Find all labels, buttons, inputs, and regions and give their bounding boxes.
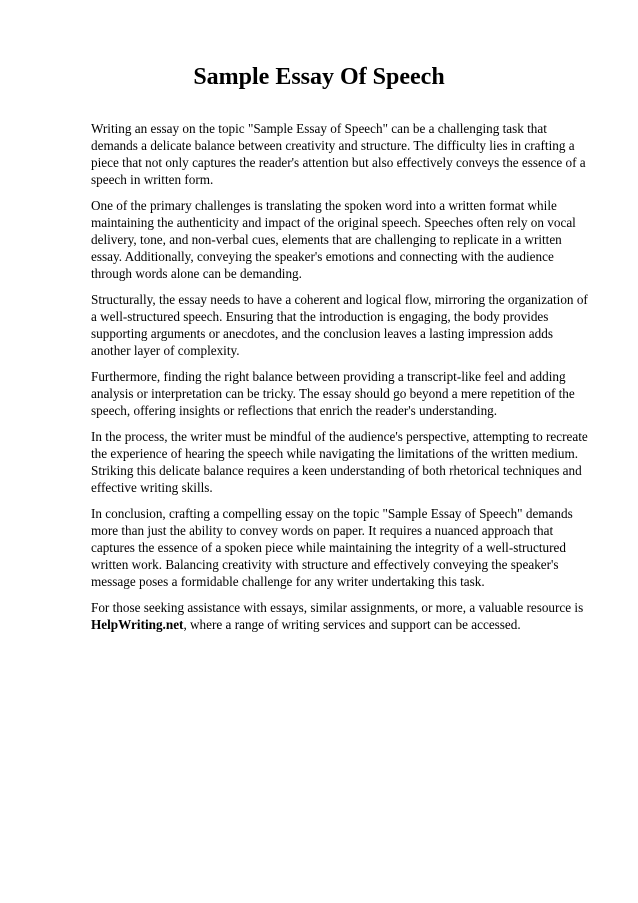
- closing-text-before: For those seeking assistance with essays, similar assignments, or more, a valuable resource is: [91, 599, 584, 615]
- essay-body: [91, 120, 591, 642]
- paragraph-5: In the process, the writer must be mindful of the audience's perspective, attempting to recreate the experience of hearing the speech while navigating the limitations of the written medium. Striking this delicate balance requires a keen understanding of both rhetorical techniques and effective writing skills.: [91, 428, 588, 496]
- paragraph-4: Furthermore, finding the right balance between providing a transcript-like feel and adding analysis or interpretation can be tricky. The essay should go beyond a mere repetition of the speech, offering insights or reflections that enrich the reader's understanding.: [91, 369, 575, 419]
- page-title: Sample Essay Of Speech: [193, 64, 445, 90]
- paragraph-6: In conclusion, crafting a compelling essay on the topic "Sample Essay of Speech" demands more than just the ability to convey words on paper. It requires a nuanced approach that captures the essence of a spoken piece while maintaining the integrity of a well-structured written work. Balancing creativity with structure and effectively conveying the speaker's message poses a formidable challenge for any writer undertaking this task.: [91, 505, 573, 590]
- paragraph-3: Structurally, the essay needs to have a coherent and logical flow, mirroring the organization of a well-structured speech. Ensuring that the introduction is engaging, the body provides supporting arguments or anecdotes, and the conclusion leaves a lasting impression adds another layer of complexity.: [91, 292, 588, 359]
- brand-name: HelpWriting.net: [91, 617, 184, 632]
- closing-paragraph: [91, 599, 591, 633]
- paragraph-1: Writing an essay on the topic "Sample Essay of Speech" can be a challenging task that demands a delicate balance between creativity and structure. The difficulty lies in crafting a piece that not only captures the reader's attention but also effectively conveys the essence of a speech in written form.: [91, 121, 586, 188]
- closing-text-after: , where a range of writing services and support can be accessed.: [183, 617, 521, 632]
- paragraph-2: One of the primary challenges is translating the spoken word into a written format while maintaining the authenticity and impact of the original speech. Speeches often rely on vocal delivery, tone, and non-verbal cues, elements that are challenging to replicate in a written essay. Additionally, conveying the speaker's emotions and connecting with the audience through words alone can be demanding.: [91, 197, 576, 282]
